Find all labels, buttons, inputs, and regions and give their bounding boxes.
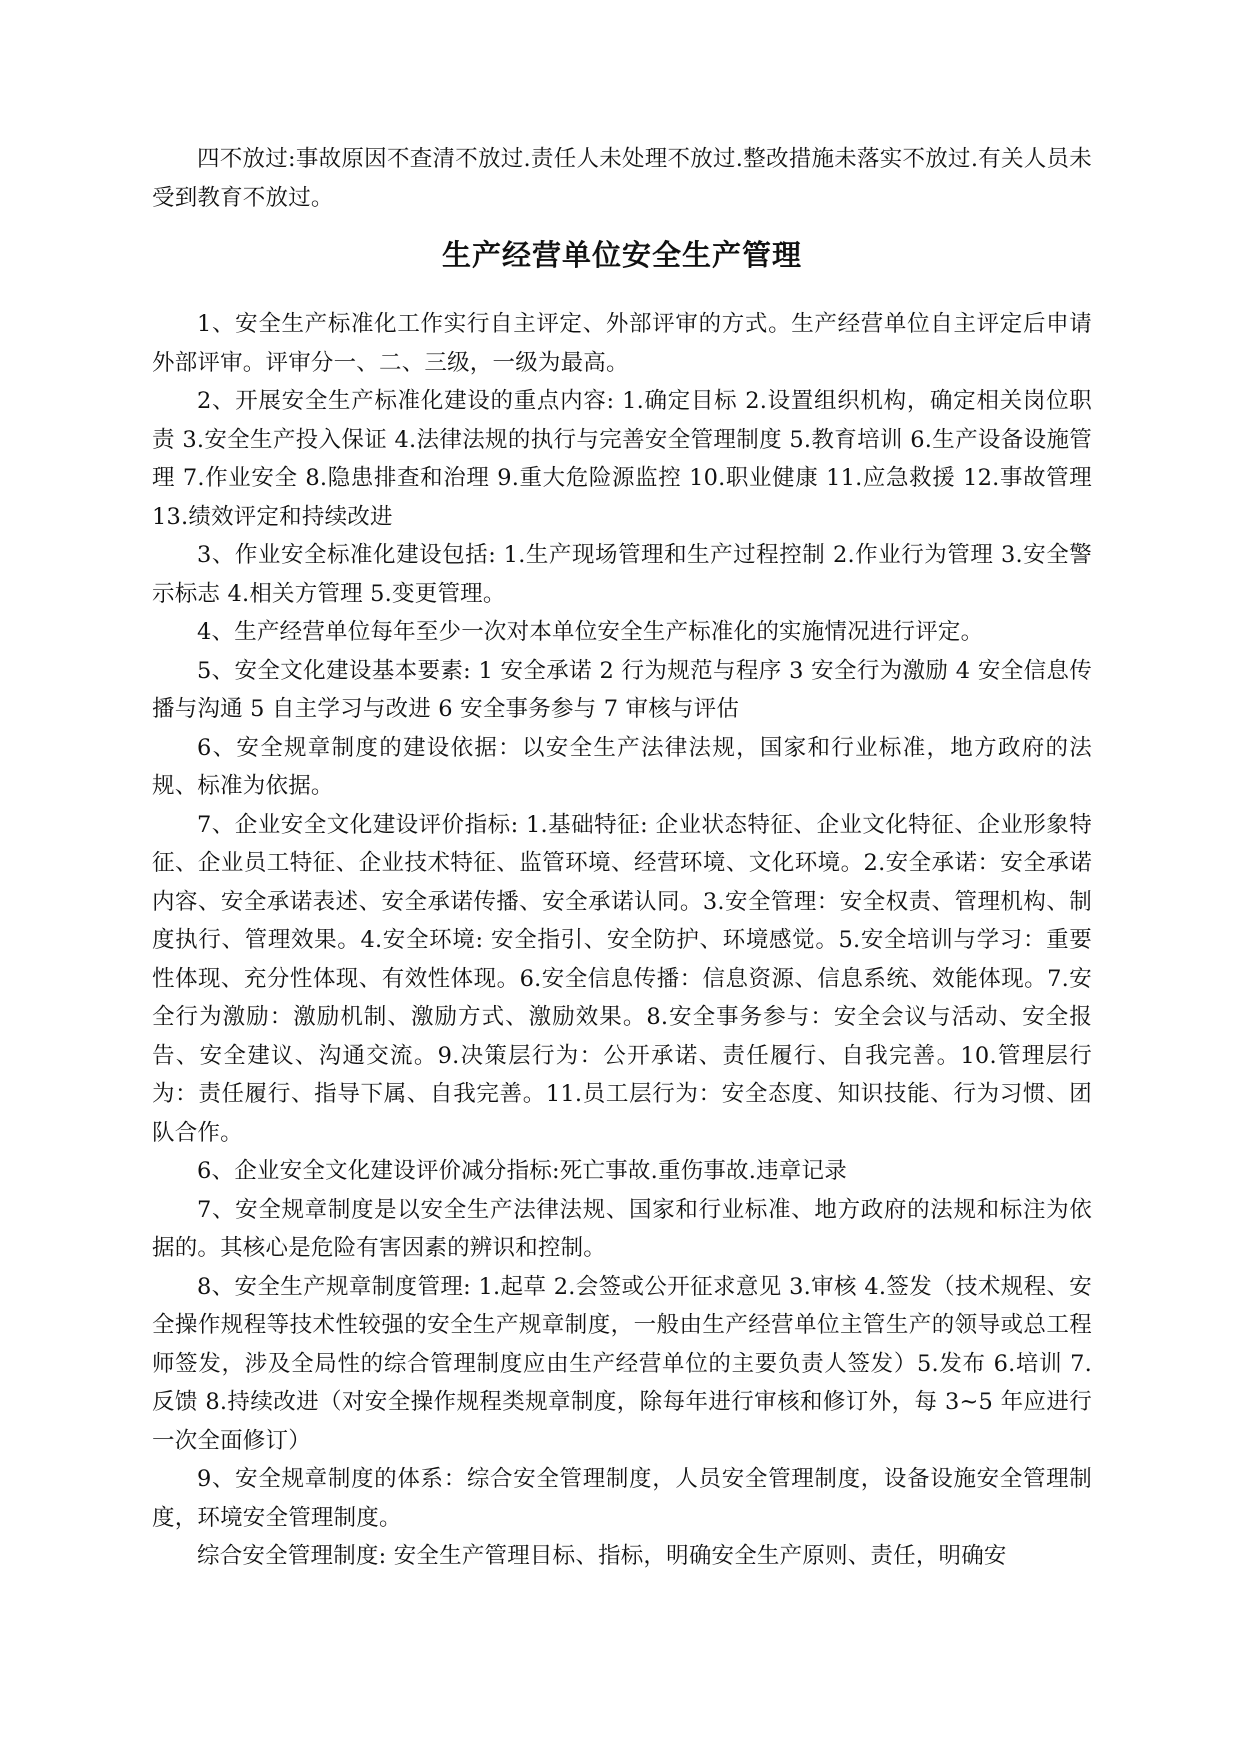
paragraph-8: 6、企业安全文化建设评价减分指标:死亡事故.重伤事故.违章记录 bbox=[197, 1158, 847, 1184]
paragraph-12: 综合安全管理制度: 安全生产管理目标、指标，明确安全生产原则、责任，明确安 bbox=[197, 1543, 1007, 1569]
paragraph-1: 1、安全生产标准化工作实行自主评定、外部评审的方式。生产经营单位自主评定后申请外部评审。评审分一、二、三级，一级为最高。 bbox=[152, 311, 1092, 376]
document-body bbox=[152, 140, 1092, 1576]
paragraph-6: 6、安全规章制度的建设依据：以安全生产法律法规，国家和行业标准，地方政府的法规、标准为依据。 bbox=[152, 734, 1092, 799]
paragraph-11: 9、安全规章制度的体系：综合安全管理制度，人员安全管理制度，设备设施安全管理制度，环境安全管理制度。 bbox=[152, 1466, 1092, 1531]
paragraph-3: 3、作业安全标准化建设包括: 1.生产现场管理和生产过程控制 2.作业行为管理 3.安全警示标志 4.相关方管理 5.变更管理。 bbox=[152, 542, 1092, 607]
paragraph-7: 7、企业安全文化建设评价指标: 1.基础特征: 企业状态特征、企业文化特征、企业形象特征、企业员工特征、企业技术特征、监管环境、经营环境、文化环境。2.安全承诺：安全承诺内容、安全承诺表述、安全承诺传播、安全承诺认同。3.安全管理：安全权责、管理机构、制度执行、管理效果。4.安全环境: 安全指引、安全防护、环境感觉。5.安全培训与学习：重要性体现、充分性体现、有效性体现。6.安全信息传播：信息资源、信息系统、效能体现。7.安全行为激励：激励机制、激励方式、激励效果。8.安全事务参与：安全会议与活动、安全报告、安全建议、沟通交流。9.决策层行为：公开承诺、责任履行、自我完善。10.管理层行为：责任履行、指导下属、自我完善。11.员工层行为：安全态度、知识技能、行为习惯、团队合作。 bbox=[152, 811, 1092, 1146]
paragraph-10: 8、安全生产规章制度管理: 1.起草 2.会签或公开征求意见 3.审核 4.签发（技术规程、安全操作规程等技术性较强的安全生产规章制度，一般由生产经营单位主管生产的领导或总工程师签发，涉及全局性的综合管理制度应由生产经营单位的主要负责人签发）5.发布 6.培训 7.反馈 8.持续改进（对安全操作规程类规章制度，除每年进行审核和修订外，每 3~5 年应进行一次全面修订） bbox=[152, 1273, 1092, 1454]
paragraph-4: 4、生产经营单位每年至少一次对本单位安全生产标准化的实施情况进行评定。 bbox=[197, 619, 984, 645]
intro-paragraph: 四不放过:事故原因不查清不放过.责任人未处理不放过.整改措施未落实不放过.有关人员未受到教育不放过。 bbox=[152, 146, 1092, 211]
paragraph-2: 2、开展安全生产标准化建设的重点内容: 1.确定目标 2.设置组织机构，确定相关岗位职责 3.安全生产投入保证 4.法律法规的执行与完善安全管理制度 5.教育培训 6.生产设备设施管理 7.作业安全 8.隐患排查和治理 9.重大危险源监控 10.职业健康 11.应急救援 12.事故管理 13.绩效评定和持续改进 bbox=[152, 388, 1092, 530]
paragraph-9: 7、安全规章制度是以安全生产法律法规、国家和行业标准、地方政府的法规和标注为依据的。其核心是危险有害因素的辨识和控制。 bbox=[152, 1196, 1092, 1261]
paragraph-5: 5、安全文化建设基本要素: 1 安全承诺 2 行为规范与程序 3 安全行为激励 4 安全信息传播与沟通 5 自主学习与改进 6 安全事务参与 7 审核与评估 bbox=[152, 657, 1092, 722]
section-title: 生产经营单位安全生产管理 bbox=[441, 238, 802, 272]
